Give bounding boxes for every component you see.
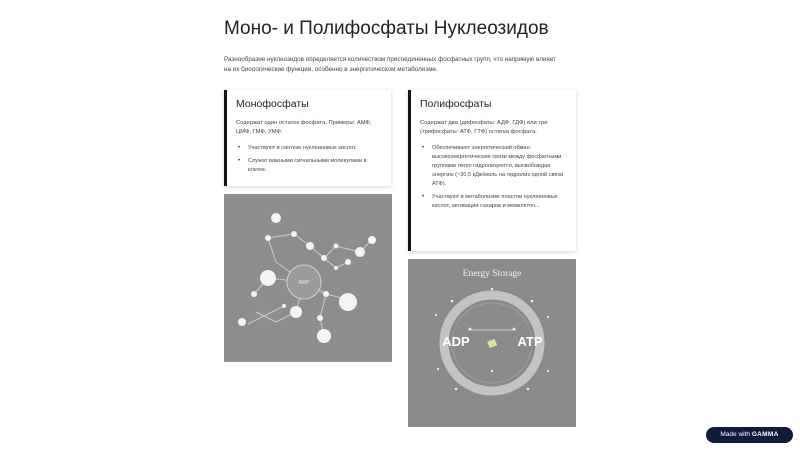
page-title: Моно- и Полифосфаты Нуклеозидов xyxy=(224,18,549,39)
polyphosphates-card xyxy=(408,90,576,251)
bullet-list xyxy=(420,144,566,211)
intro-paragraph: Разнообразие нуклеозидов определяется количеством присоединенных фосфатных групп, что напрямую влияет на их биологические функции, особенно в энергетическом метаболизме. xyxy=(224,56,557,73)
energy-caption: Energy Storage xyxy=(462,269,522,279)
list-item: • Участвуют в метаболизме пластов нуклеиновых кислот, активации сахаров и межклеточ... xyxy=(420,193,566,211)
bullet-list xyxy=(236,144,381,175)
list-item: • Участвуют в синтезе нуклеиновых кислот. xyxy=(236,144,381,153)
card-description: Содержат два (дифосфаты: АДФ, ГДФ) или три (трифосфаты: АТФ, ГТФ) остатка фосфата. xyxy=(420,120,548,135)
molecule-center-label: AMP xyxy=(298,280,310,286)
card-description: Содержат один остаток фосфата. Примеры: АМФ, ЦМФ, ГМФ, УМФ. xyxy=(236,120,372,135)
energy-cycle-graphic xyxy=(408,259,576,427)
card-heading: Монофосфаты xyxy=(236,98,309,110)
badge-brand: GAMMA xyxy=(751,431,779,438)
molecule-illustration xyxy=(224,194,392,362)
badge-prefix: Made with xyxy=(720,431,752,438)
monophosphates-card xyxy=(224,90,391,186)
atp-label: ATP xyxy=(517,334,543,349)
made-with-gamma-badge[interactable] xyxy=(706,427,793,443)
card-heading: Полифосфаты xyxy=(420,98,492,110)
list-item: • Обеспечивают энергетический обмен: высокоэнергетические связи между фосфатными группами легко гидролизуются, высвобождая энергию (~30,5 кДж/моль на гидролиз одной связи АТФ). xyxy=(420,144,566,189)
molecule-graphic xyxy=(224,194,392,362)
list-item: • Служат важными сигнальными молекулами в клетке. xyxy=(236,157,381,175)
adp-label: ADP xyxy=(442,334,470,349)
energy-storage-illustration xyxy=(408,259,576,427)
